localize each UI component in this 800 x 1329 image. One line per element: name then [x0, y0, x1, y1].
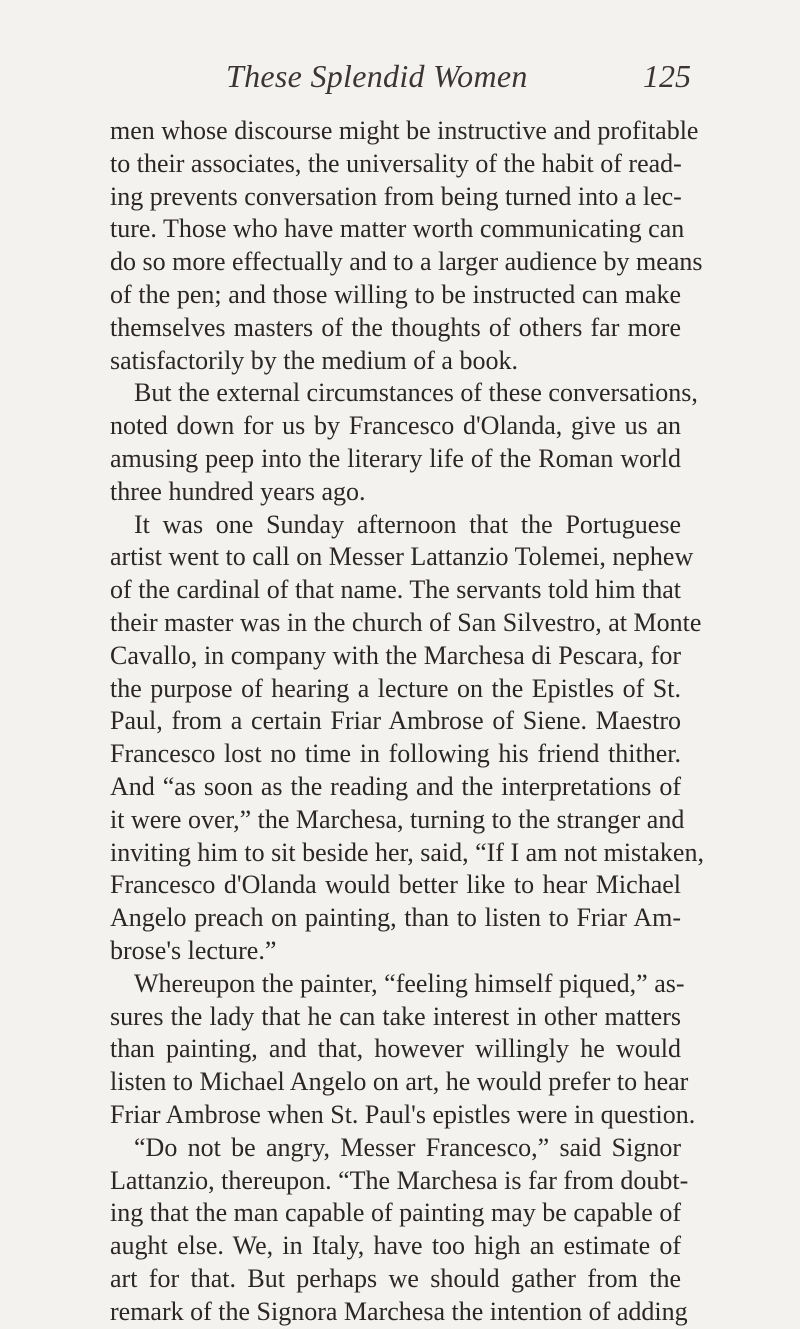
text-line: And “as soon as the reading and the interpretations of — [110, 772, 681, 801]
text-line: remark of the Signora Marchesa the intention of adding — [110, 1296, 688, 1326]
text-line: of the cardinal of that name. The servants told him that — [110, 575, 681, 605]
text-line: Francesco d'Olanda would better like to hear Michael — [110, 870, 681, 900]
text-line: Francesco lost no time in following his friend thither. — [110, 739, 681, 769]
text-line: the purpose of hearing a lecture on the Epistles of St. — [110, 673, 681, 703]
text-line: Lattanzio, thereupon. “The Marchesa is far from doubt- — [110, 1165, 689, 1195]
text-line: three hundred years ago. — [110, 476, 366, 506]
text-line: than painting, and that, however willingly he would — [110, 1034, 681, 1064]
text-line: of the pen; and those willing to be instructed can make — [110, 280, 681, 309]
text-line: listen to Michael Angelo on art, he would prefer to hear — [110, 1067, 689, 1097]
text-line: aught else. We, in Italy, have too high an estimate of — [110, 1231, 681, 1261]
text-line: ture. Those who have matter worth communicating can — [110, 214, 685, 244]
text-line: sures the lady that he can take interest in other matters — [110, 1001, 681, 1031]
text-line: Friar Ambrose when St. Paul's epistles were in question. — [110, 1100, 696, 1129]
page-number: 125 — [643, 58, 691, 94]
text-line: But the external circumstances of these conversations, — [134, 378, 698, 408]
text-line: amusing peep into the literary life of the Roman world — [110, 444, 681, 473]
text-line: to their associates, the universality of the habit of read- — [110, 148, 682, 178]
text-line: Paul, from a certain Friar Ambrose of Siene. Maestro — [110, 706, 681, 736]
text-line: Cavallo, in company with the Marchesa di Pescara, for — [110, 640, 681, 670]
text-line: ing that the man capable of painting may be capable of — [110, 1198, 681, 1228]
text-line: satisfactorily by the medium of a book. — [110, 345, 518, 375]
text-line: inviting him to sit beside her, said, “If I am not mistaken, — [110, 837, 704, 867]
page-header — [0, 58, 800, 98]
text-line: It was one Sunday afternoon that the Portuguese — [134, 509, 681, 539]
text-line: themselves masters of the thoughts of others far more — [110, 312, 681, 342]
text-line: Whereupon the painter, “feeling himself piqued,” as- — [134, 968, 685, 998]
text-line: “Do not be angry, Messer Francesco,” said Signor — [134, 1132, 681, 1162]
text-line: it were over,” the Marchesa, turning to the stranger and — [110, 804, 685, 834]
text-line: Angelo preach on painting, than to listen to Friar Am- — [110, 903, 681, 933]
text-line: art for that. But perhaps we should gather from the — [110, 1264, 681, 1293]
text-line: brose's lecture.” — [110, 936, 277, 965]
text-line: artist went to call on Messer Lattanzio Tolemei, nephew — [110, 542, 694, 572]
text-line: men whose discourse might be instructive and profitable — [110, 116, 699, 145]
text-line: ing prevents conversation from being turned into a lec- — [110, 181, 682, 211]
text-line: do so more effectually and to a larger audience by means — [110, 247, 703, 277]
running-title: These Splendid Women — [226, 58, 528, 94]
text-line: noted down for us by Francesco d'Olanda, give us an — [110, 411, 681, 441]
text-line: their master was in the church of San Silvestro, at Monte — [110, 608, 702, 637]
